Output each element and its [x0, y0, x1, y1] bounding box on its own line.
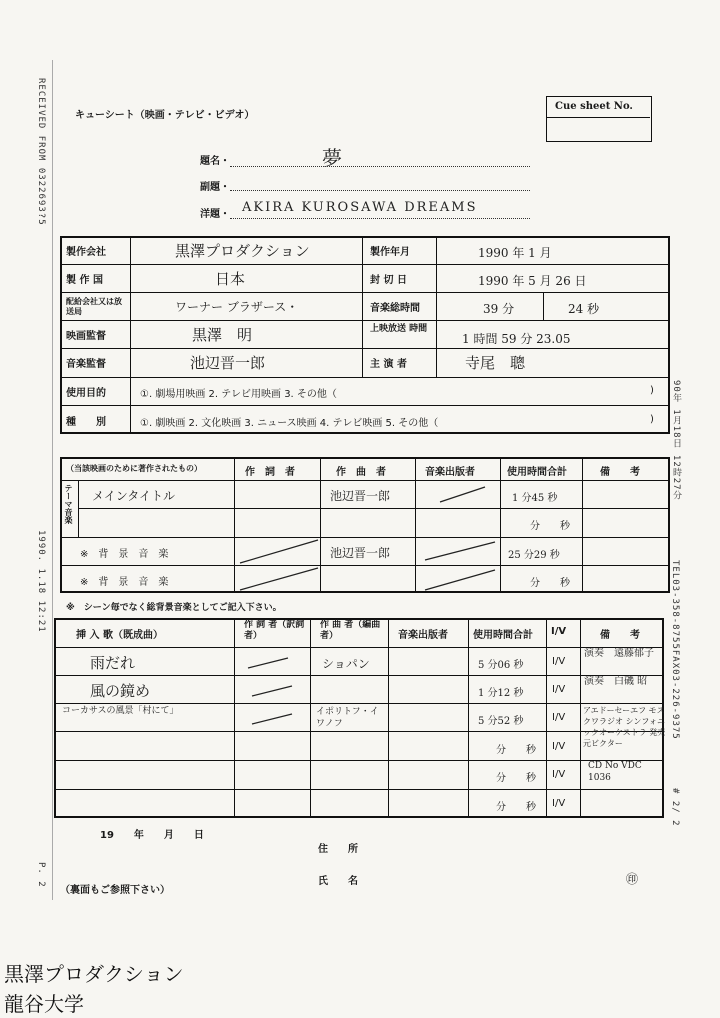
t1-header-composer: 作 曲 者 — [336, 467, 386, 478]
t1-row4-title: ※ 背 景 音 楽 — [80, 577, 169, 588]
lead-actor-value: 寺尾 聰 — [465, 354, 526, 372]
t2-row-line — [54, 731, 664, 732]
t2-row4-time: 分 秒 — [496, 745, 536, 756]
theme-music-label: テーマ音楽 — [64, 484, 73, 524]
t2-row-line — [54, 760, 664, 761]
t2-col-line — [580, 618, 581, 818]
credit-line-1: 黒澤プロダクション — [4, 962, 184, 986]
company-label: 製作会社 — [66, 247, 106, 258]
release-date-value: 1990 年 5 月 26 日 — [478, 274, 587, 288]
back-side-note: （裏面もご参照下さい） — [60, 885, 170, 896]
foreign-title-value: AKIRA KUROSAWA DREAMS — [242, 200, 478, 215]
t2-row6-time: 分 秒 — [496, 802, 536, 813]
music-director-value: 池辺晋一郎 — [190, 354, 266, 372]
t1-row1-title: メインタイトル — [92, 489, 176, 503]
t1-header-note: 備 考 — [600, 467, 640, 478]
t2-row5-note: CD No VDC 1036 — [588, 761, 642, 783]
t2-row-line — [54, 789, 664, 790]
t1-row3-time: 25 分29 秒 — [508, 550, 560, 561]
lead-actor-label: 主 演 者 — [370, 359, 407, 370]
t1-header-time: 使用時間合計 — [507, 467, 567, 478]
fax-number-text: TEL03-358-8755FAX03-226-9375 — [670, 560, 680, 740]
t2-row5-time: 分 秒 — [496, 773, 536, 784]
t2-row2-iv: I/V — [552, 684, 566, 695]
fax-date-text: 1990. 1.18 12:21 — [36, 530, 46, 633]
t2-row2-note: 演奏 白磯 昭 — [584, 676, 648, 687]
t1-header-publisher: 音楽出版者 — [425, 467, 475, 478]
production-year-label: 製作年月 — [370, 247, 410, 258]
t2-col-line — [468, 618, 469, 818]
t2-row3-iv: I/V — [552, 712, 566, 723]
t2-header-lyricist: 作 詞 者（訳詞者） — [244, 620, 305, 641]
t2-row1-title: 雨だれ — [90, 654, 136, 672]
music-total-label: 音楽総時間 — [370, 303, 420, 314]
footer-name-label: 氏 名 — [318, 876, 358, 887]
received-from-text: RECEIVED FROM 0322693?5 — [36, 78, 46, 226]
purpose-close-paren: ) — [650, 385, 654, 396]
t2-row4-iv: I/V — [552, 741, 566, 752]
runtime-value: 1 時間 59 分 23.05 — [462, 332, 571, 346]
company-value: 黒澤プロダクション — [175, 242, 310, 260]
type-close-paren: ) — [650, 414, 654, 425]
t1-row2-time: 分 秒 — [530, 521, 570, 532]
fax-page-left: P. 2 — [36, 862, 46, 888]
purpose-label: 使用目的 — [66, 388, 106, 399]
t2-row1-time: 5 分06 秒 — [478, 660, 524, 671]
t2-header-time: 使用時間合計 — [473, 630, 533, 641]
music-total-seconds: 24 秒 — [568, 302, 600, 316]
footer-date: 19 年 月 日 — [100, 830, 204, 841]
t2-row1-iv: I/V — [552, 656, 566, 667]
main-title-label: 題名・ — [200, 156, 230, 167]
t2-header-title: 挿 入 歌（既成曲） — [76, 630, 163, 641]
t2-header-note: 備 考 — [600, 630, 640, 641]
t1-row1-composer: 池辺晋一郎 — [330, 489, 391, 503]
purpose-value: ①. 劇場用映画 2. テレビ用映画 3. その他（ — [140, 389, 337, 400]
music-total-minutes: 39 分 — [483, 302, 515, 316]
type-value: ①. 劇映画 2. 文化映画 3. ニュース映画 4. テレビ映画 5. その他（ — [140, 418, 439, 429]
foreign-title-label: 洋題・ — [200, 209, 230, 220]
country-value: 日本 — [215, 270, 246, 288]
t2-header-composer: 作 曲 者（編曲者） — [320, 620, 381, 641]
t2-row3-title: コーカサスの風景「村にて」 — [62, 706, 179, 716]
t2-row2-title: 風の鏡め — [90, 682, 151, 700]
cue-sheet-no-label: Cue sheet No. — [555, 101, 633, 112]
main-title-value: 夢 — [322, 146, 342, 170]
background-music-note: ※ シーン毎でなく総背景音楽としてご記入下さい。 — [66, 603, 282, 613]
t1-header-title: （当該映画のために著作されたもの） — [66, 464, 202, 473]
t2-row6-iv: I/V — [552, 798, 566, 809]
credit-line-2: 龍谷大学 — [4, 992, 84, 1016]
distributor-label: 配給会社又は放送局 — [66, 297, 122, 316]
t1-row4-time: 分 秒 — [530, 578, 570, 589]
t2-row3-composer: イポリトフ・イワノフ — [316, 707, 379, 729]
distributor-value: ワーナー ブラザース・ — [175, 300, 299, 314]
t1-row3-composer: 池辺晋一郎 — [330, 546, 391, 560]
t2-row-line — [54, 703, 664, 704]
t2-row1-note: 演奏 遠藤郁子 — [584, 648, 654, 659]
t2-col-line — [310, 618, 311, 818]
t2-header-publisher: 音楽出版者 — [398, 630, 448, 641]
t2-header-iv: I/V — [551, 626, 567, 637]
fax-time-text: 90年 1月18日 12時27分 — [671, 380, 681, 501]
t1-row3-title: ※ 背 景 音 楽 — [80, 549, 169, 560]
production-year-value: 1990 年 1 月 — [478, 246, 552, 260]
t2-row3-note: アエドーセーエフ モスクワラジオ シンフォニックオーケストラ 発売元ビクター — [583, 706, 666, 748]
t2-row5-iv: I/V — [552, 769, 566, 780]
t2-col-line — [546, 618, 547, 818]
t2-row3-time: 5 分52 秒 — [478, 716, 524, 727]
t2-row1-composer: ショパン — [322, 657, 370, 671]
seal-mark: ㊞ — [626, 872, 639, 886]
t1-header-lyricist: 作 詞 者 — [245, 467, 295, 478]
runtime-label: 上映放送 時間 — [370, 324, 428, 334]
type-label: 種 別 — [66, 417, 106, 428]
director-label: 映画監督 — [66, 331, 106, 342]
t1-row1-time: 1 分45 秒 — [512, 493, 558, 504]
country-label: 製 作 国 — [66, 275, 103, 286]
t2-row-line — [54, 675, 664, 676]
t2-col-line — [388, 618, 389, 818]
music-director-label: 音楽監督 — [66, 359, 106, 370]
subtitle-label: 副題・ — [200, 182, 230, 193]
release-date-label: 封 切 日 — [370, 275, 407, 286]
director-value: 黒澤 明 — [192, 326, 253, 344]
t2-row-line — [54, 647, 664, 648]
t2-row2-time: 1 分12 秒 — [478, 688, 524, 699]
fax-page-right: # 2/ 2 — [670, 788, 680, 827]
t2-col-line — [234, 618, 235, 818]
sheet-title: キューシート（映画・テレビ・ビデオ） — [75, 110, 255, 121]
footer-address-label: 住 所 — [318, 844, 358, 855]
